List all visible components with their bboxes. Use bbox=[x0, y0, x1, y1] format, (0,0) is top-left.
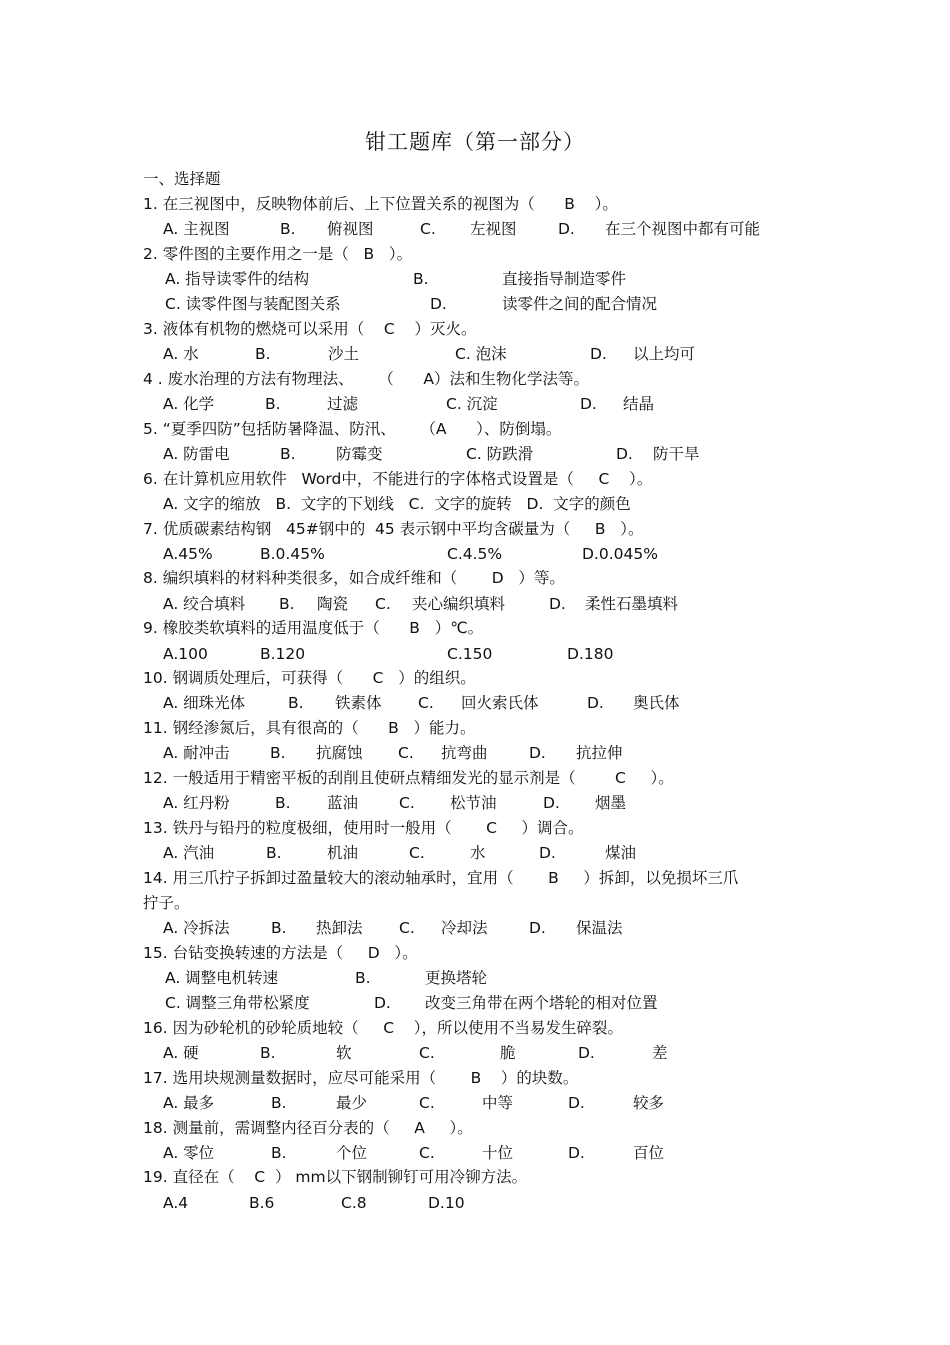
answer-option: A. 最多 bbox=[163, 1094, 215, 1112]
answer-option: 过滤 bbox=[327, 395, 359, 413]
answer-option: 烟墨 bbox=[595, 794, 627, 812]
answer-option: A. 细珠光体 bbox=[163, 694, 246, 712]
answer-option: 抗腐蚀 bbox=[316, 744, 363, 762]
question-text: 12. 一般适用于精密平板的刮削且使研点精细发光的显示剂是（ C ）。 bbox=[143, 769, 674, 787]
question-text: 16. 因为砂轮机的砂轮质地较（ C ），所以使用不当易发生碎裂。 bbox=[143, 1019, 623, 1037]
answer-option: B. bbox=[271, 1144, 287, 1162]
answer-option: B. bbox=[260, 1044, 276, 1062]
answer-option: D.10 bbox=[428, 1194, 465, 1212]
answer-option: A. 绞合填料 bbox=[163, 595, 246, 613]
answer-options-row bbox=[0, 543, 950, 565]
answer-option: A. 零位 bbox=[163, 1144, 215, 1162]
section-heading: 一、选择题 bbox=[143, 170, 221, 188]
answer-option: B. bbox=[275, 794, 291, 812]
page-title: 钳工题库（第一部分） bbox=[365, 130, 585, 154]
answer-option: A. 防雷电 bbox=[163, 445, 230, 463]
answer-option: 改变三角带在两个塔轮的相对位置 bbox=[425, 994, 658, 1012]
answer-option: 热卸法 bbox=[316, 919, 363, 937]
answer-option: 软 bbox=[336, 1044, 352, 1062]
answer-options-row bbox=[0, 443, 950, 465]
answer-option: C. bbox=[399, 794, 415, 812]
answer-option: C.4.5% bbox=[447, 545, 503, 563]
answer-option: A.4 bbox=[163, 1194, 189, 1212]
answer-option: 夹心编织填料 bbox=[412, 595, 506, 613]
answer-option: B.120 bbox=[260, 645, 306, 663]
answer-option: B. bbox=[271, 919, 287, 937]
answer-option: 中等 bbox=[482, 1094, 514, 1112]
answer-option: B. bbox=[255, 345, 271, 363]
question-text: 14. 用三爪拧子拆卸过盈量较大的滚动轴承时，宜用（ B ）拆卸，以免损坏三爪 bbox=[143, 869, 739, 887]
answer-option: A. 指导读零件的结构 bbox=[165, 270, 310, 288]
answer-option: D. bbox=[590, 345, 607, 363]
answer-options-row bbox=[0, 343, 950, 365]
answer-option: 回火索氏体 bbox=[461, 694, 539, 712]
answer-option: 机油 bbox=[327, 844, 359, 862]
answer-option: B. bbox=[270, 744, 286, 762]
answer-options-row bbox=[0, 218, 950, 240]
question-text: 13. 铁丹与铅丹的粒度极细，使用时一般用（ C ）调合。 bbox=[143, 819, 584, 837]
question-text: 2. 零件图的主要作用之一是（ B ）。 bbox=[143, 245, 413, 263]
answer-option: B. bbox=[355, 969, 371, 987]
answer-options-row bbox=[0, 1142, 950, 1164]
answer-option: 左视图 bbox=[470, 220, 517, 238]
answer-option: C. bbox=[398, 744, 414, 762]
answer-option: D. bbox=[587, 694, 604, 712]
answer-option: 在三个视图中都有可能 bbox=[605, 220, 761, 238]
answer-option: C. bbox=[420, 220, 436, 238]
answer-option: 最少 bbox=[336, 1094, 368, 1112]
answer-option: C. 沉淀 bbox=[446, 395, 498, 413]
answer-option: 陶瓷 bbox=[317, 595, 349, 613]
answer-option: 差 bbox=[652, 1044, 668, 1062]
answer-option: 个位 bbox=[336, 1144, 368, 1162]
answer-option: 蓝油 bbox=[327, 794, 359, 812]
answer-option: A. 硬 bbox=[163, 1044, 199, 1062]
answer-option: 直接指导制造零件 bbox=[502, 270, 627, 288]
answer-option: C. 防跌滑 bbox=[466, 445, 534, 463]
answer-option: A. 水 bbox=[163, 345, 199, 363]
question-text: 19. 直径在（ C ） mm以下钢制铆钉可用冷铆方法。 bbox=[143, 1168, 528, 1186]
question-text: 9. 橡胶类软填料的适用温度低于（ B ）℃。 bbox=[143, 619, 484, 637]
answer-option: 以上均可 bbox=[633, 345, 696, 363]
answer-option: 煤油 bbox=[605, 844, 637, 862]
answer-option: 奥氏体 bbox=[633, 694, 680, 712]
answer-options-row bbox=[0, 917, 950, 939]
answer-option: B. bbox=[265, 395, 281, 413]
answer-options-row bbox=[0, 593, 950, 615]
answer-option: D. bbox=[374, 994, 391, 1012]
answer-option: C. bbox=[419, 1044, 435, 1062]
answer-option: 冷却法 bbox=[441, 919, 488, 937]
question-text: 8. 编织填料的材料种类很多，如合成纤维和（ D ）等。 bbox=[143, 569, 565, 587]
answer-option: B. bbox=[280, 445, 296, 463]
answer-options-row bbox=[0, 692, 950, 714]
answer-option: 较多 bbox=[633, 1094, 665, 1112]
answer-options-row bbox=[0, 967, 950, 989]
answer-option: 防霉变 bbox=[336, 445, 383, 463]
answer-option: 抗弯曲 bbox=[441, 744, 488, 762]
answer-options-row bbox=[0, 643, 950, 665]
question-text: 4 . 废水治理的方法有物理法、 （ A）法和生物化学法等。 bbox=[143, 370, 589, 388]
question-text: 3. 液体有机物的燃烧可以采用（ C ）灭火。 bbox=[143, 320, 477, 338]
answer-option: C.150 bbox=[447, 645, 493, 663]
question-text: 18. 测量前，需调整内径百分表的（ A ）。 bbox=[143, 1119, 473, 1137]
answer-option: D. bbox=[529, 919, 546, 937]
answer-option: 脆 bbox=[500, 1044, 516, 1062]
answer-option: A. 汽油 bbox=[163, 844, 215, 862]
answer-option: A. 调整电机转速 bbox=[165, 969, 279, 987]
question-text: 17. 选用块规测量数据时，应尽可能采用（ B ）的块数。 bbox=[143, 1069, 579, 1087]
answer-option: C. bbox=[419, 1144, 435, 1162]
answer-options-row bbox=[0, 268, 950, 290]
question-text: 10. 钢调质处理后，可获得（ C ）的组织。 bbox=[143, 669, 476, 687]
answer-option: 俯视图 bbox=[327, 220, 374, 238]
answer-option: A.45% bbox=[163, 545, 213, 563]
answer-option: 沙土 bbox=[328, 345, 360, 363]
answer-option: 抗拉伸 bbox=[576, 744, 623, 762]
answer-options-row bbox=[0, 742, 950, 764]
answer-option: 铁素体 bbox=[335, 694, 382, 712]
answer-option: D. bbox=[543, 794, 560, 812]
answer-option: A. 化学 bbox=[163, 395, 215, 413]
answer-option: 读零件之间的配合情况 bbox=[502, 295, 658, 313]
answer-option: B. bbox=[279, 595, 295, 613]
answer-option: C. bbox=[375, 595, 391, 613]
answer-option: 松节油 bbox=[450, 794, 497, 812]
answer-option: D. bbox=[529, 744, 546, 762]
answer-option: D.180 bbox=[567, 645, 614, 663]
answer-option: A. 红丹粉 bbox=[163, 794, 230, 812]
answer-option: 保温法 bbox=[576, 919, 623, 937]
answer-option: D. bbox=[558, 220, 575, 238]
answer-option: 防干旱 bbox=[653, 445, 700, 463]
answer-option: C. bbox=[409, 844, 425, 862]
answer-option: D. bbox=[580, 395, 597, 413]
question-text: 15. 台钻变换转速的方法是（ D ）。 bbox=[143, 944, 418, 962]
answer-options-row bbox=[0, 1042, 950, 1064]
answer-option: C. 调整三角带松紧度 bbox=[165, 994, 310, 1012]
answer-option: C.8 bbox=[341, 1194, 367, 1212]
answer-option: D. bbox=[578, 1044, 595, 1062]
answer-option: D.0.045% bbox=[582, 545, 658, 563]
question-text: 5. “夏季四防”包括防暑降温、防汛、 （A ）、防倒塌。 bbox=[143, 420, 562, 438]
answer-option: C. 泡沫 bbox=[455, 345, 507, 363]
answer-option: D. bbox=[568, 1094, 585, 1112]
answer-options-row bbox=[0, 493, 950, 515]
answer-option: A.100 bbox=[163, 645, 208, 663]
answer-option: B. bbox=[266, 844, 282, 862]
answer-options-row bbox=[0, 293, 950, 315]
answer-option: B. bbox=[288, 694, 304, 712]
question-text: 1. 在三视图中，反映物体前后、上下位置关系的视图为（ B ）。 bbox=[143, 195, 618, 213]
answer-option: 百位 bbox=[633, 1144, 665, 1162]
answer-option: D. bbox=[568, 1144, 585, 1162]
answer-option: A. 主视图 bbox=[163, 220, 230, 238]
answer-options-row bbox=[0, 842, 950, 864]
answer-option: B.0.45% bbox=[260, 545, 325, 563]
answer-option: B. bbox=[280, 220, 296, 238]
answer-option: A. 耐冲击 bbox=[163, 744, 230, 762]
question-text: 7. 优质碳素结构钢 45#钢中的 45 表示钢中平均含碳量为（ B ）。 bbox=[143, 520, 644, 538]
answer-options-row bbox=[0, 792, 950, 814]
answer-option: A. 文字的缩放 B. 文字的下划线 C. 文字的旋转 D. 文字的颜色 bbox=[163, 495, 631, 513]
answer-option: 结晶 bbox=[623, 395, 655, 413]
answer-option: B. bbox=[413, 270, 429, 288]
answer-option: C. bbox=[419, 1094, 435, 1112]
answer-option: C. bbox=[399, 919, 415, 937]
answer-option: 水 bbox=[470, 844, 486, 862]
question-text: 11. 钢经渗氮后，具有很高的（ B ）能力。 bbox=[143, 719, 476, 737]
answer-option: C. 读零件图与装配图关系 bbox=[165, 295, 341, 313]
answer-options-row bbox=[0, 992, 950, 1014]
answer-option: 更换塔轮 bbox=[425, 969, 488, 987]
answer-options-row bbox=[0, 1092, 950, 1114]
answer-option: D. bbox=[430, 295, 447, 313]
answer-option: B. bbox=[271, 1094, 287, 1112]
answer-option: 柔性石墨填料 bbox=[585, 595, 679, 613]
question-continuation: 拧子。 bbox=[143, 894, 190, 912]
answer-options-row bbox=[0, 393, 950, 415]
answer-option: D. bbox=[539, 844, 556, 862]
answer-option: A. 冷拆法 bbox=[163, 919, 230, 937]
answer-option: D. bbox=[616, 445, 633, 463]
answer-option: C. bbox=[418, 694, 434, 712]
question-text: 6. 在计算机应用软件 Word中，不能进行的字体格式设置是（ C ）。 bbox=[143, 470, 653, 488]
answer-option: D. bbox=[549, 595, 566, 613]
answer-option: 十位 bbox=[482, 1144, 514, 1162]
answer-option: B.6 bbox=[249, 1194, 275, 1212]
answer-options-row bbox=[0, 1192, 950, 1214]
